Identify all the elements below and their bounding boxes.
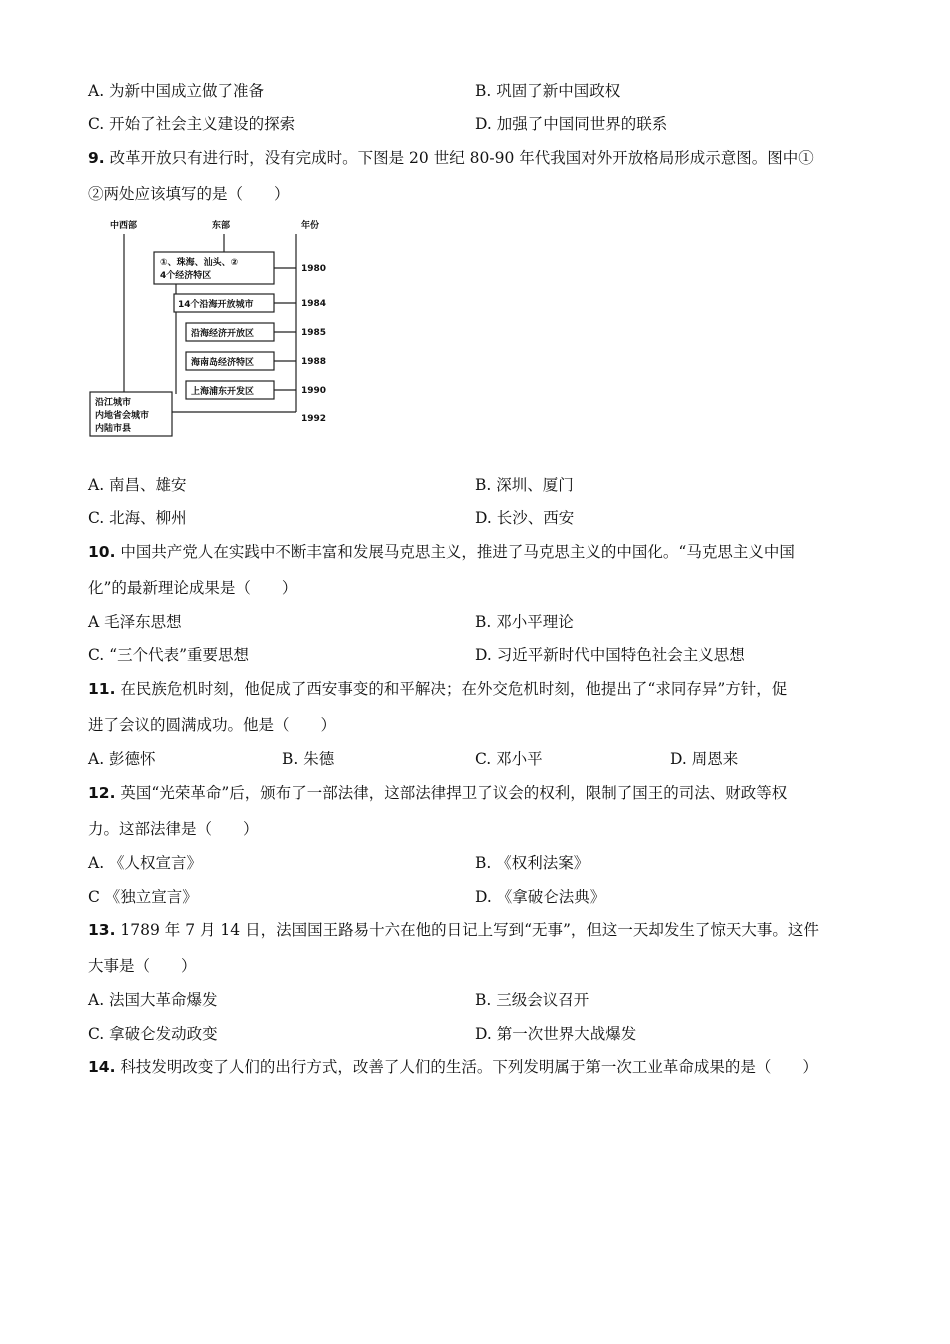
diagram-year-1992: 1992 [301, 414, 327, 424]
diagram-box1-line1: ①、珠海、汕头、② [160, 258, 239, 268]
diagram-box4-label: 海南岛经济特区 [191, 358, 255, 368]
q13-number: 13. [88, 921, 116, 939]
diagram-year-1990: 1990 [301, 386, 327, 396]
q12-stem-line2: 力。这部法律是（ ） [88, 820, 259, 838]
q9-option-b[interactable]: B. 深圳、厦门 [475, 476, 574, 494]
q12-option-b[interactable]: B. 《权利法案》 [475, 854, 590, 872]
q11-option-c[interactable]: C. 邓小平 [475, 750, 543, 768]
q8-option-d[interactable]: D. 加强了中国同世界的联系 [475, 115, 668, 133]
diagram-box6-line3: 内陆市县 [95, 424, 132, 434]
q10-number: 10. [88, 543, 116, 561]
diagram-header-midwest: 中西部 [110, 221, 138, 231]
q9-number: 9. [88, 149, 105, 167]
diagram-header-east: 东部 [212, 221, 231, 231]
opening-up-diagram [88, 214, 338, 444]
q13-stem-line1 [88, 920, 819, 940]
q13-option-c[interactable]: C. 拿破仑发动政变 [88, 1025, 218, 1043]
q12-option-a[interactable]: A. 《人权宣言》 [88, 854, 203, 872]
diagram-year-1980: 1980 [301, 264, 327, 274]
q9-option-d[interactable]: D. 长沙、西安 [475, 509, 575, 527]
q10-option-c[interactable]: C. “三个代表”重要思想 [88, 646, 250, 664]
q9-option-a[interactable]: A. 南昌、雄安 [88, 476, 187, 494]
q13-option-b[interactable]: B. 三级会议召开 [475, 991, 590, 1009]
q11-text-1: 在民族危机时刻，他促成了西安事变的和平解决；在外交危机时刻，他提出了“求同存异”方针，促 [120, 680, 788, 698]
q13-stem-line2: 大事是（ ） [88, 957, 197, 975]
q14-stem-line1 [88, 1057, 818, 1077]
q13-text-1: 1789 年 7 月 14 日，法国国王路易十六在他的日记上写到“无事”，但这一天却发生了惊天大事。这件 [120, 921, 819, 939]
diagram-box3-label: 沿海经济开放区 [191, 329, 255, 339]
diagram-box1-line2: 4个经济特区 [160, 271, 212, 281]
q8-option-a[interactable]: A. 为新中国成立做了准备 [88, 82, 265, 100]
q14-text-1: 科技发明改变了人们的出行方式，改善了人们的生活。下列发明属于第一次工业革命成果的是（ ） [120, 1058, 818, 1076]
diagram-header-year: 年份 [301, 221, 320, 231]
diagram-year-1985: 1985 [301, 328, 327, 338]
q12-option-d[interactable]: D. 《拿破仑法典》 [475, 888, 606, 906]
q13-option-a[interactable]: A. 法国大革命爆发 [88, 991, 218, 1009]
q9-stem-line1 [88, 148, 814, 168]
q12-text-1: 英国“光荣革命”后，颁布了一部法律，这部法律捍卫了议会的权利，限制了国王的司法、财政等权 [120, 784, 788, 802]
q10-option-b[interactable]: B. 邓小平理论 [475, 613, 574, 631]
q12-number: 12. [88, 784, 116, 802]
q9-text-1: 改革开放只有进行时，没有完成时。下图是 20 世纪 80-90 年代我国对外开放格局形成示意图。图中① [109, 149, 814, 167]
q11-option-b[interactable]: B. 朱德 [282, 750, 335, 768]
q11-option-d[interactable]: D. 周恩来 [670, 750, 739, 768]
q10-stem-line1 [88, 542, 795, 562]
q10-stem-line2: 化”的最新理论成果是（ ） [88, 579, 298, 597]
q11-option-a[interactable]: A. 彭德怀 [88, 750, 156, 768]
diagram-box2-label: 14个沿海开放城市 [178, 300, 254, 310]
q8-option-b[interactable]: B. 巩固了新中国政权 [475, 82, 621, 100]
q11-number: 11. [88, 680, 116, 698]
q10-option-a[interactable]: A 毛泽东思想 [88, 613, 182, 631]
diagram-box6-line1: 沿江城市 [95, 398, 132, 408]
diagram-year-1984: 1984 [301, 299, 327, 309]
q11-stem-line2: 进了会议的圆满成功。他是（ ） [88, 716, 337, 734]
q13-option-d[interactable]: D. 第一次世界大战爆发 [475, 1025, 637, 1043]
q12-stem-line1 [88, 783, 787, 803]
q10-option-d[interactable]: D. 习近平新时代中国特色社会主义思想 [475, 646, 745, 664]
q9-stem-line2: ②两处应该填写的是（ ） [88, 185, 290, 203]
diagram-box6-line2: 内地省会城市 [95, 411, 150, 421]
diagram-box5-label: 上海浦东开发区 [191, 387, 255, 397]
q9-option-c[interactable]: C. 北海、柳州 [88, 509, 187, 527]
q12-option-c[interactable]: C 《独立宣言》 [88, 888, 198, 906]
q11-stem-line1 [88, 679, 787, 699]
q14-number: 14. [88, 1058, 116, 1076]
q10-text-1: 中国共产党人在实践中不断丰富和发展马克思主义，推进了马克思主义的中国化。“马克思主义中国 [120, 543, 795, 561]
diagram-year-1988: 1988 [301, 357, 327, 367]
q8-option-c[interactable]: C. 开始了社会主义建设的探索 [88, 115, 296, 133]
